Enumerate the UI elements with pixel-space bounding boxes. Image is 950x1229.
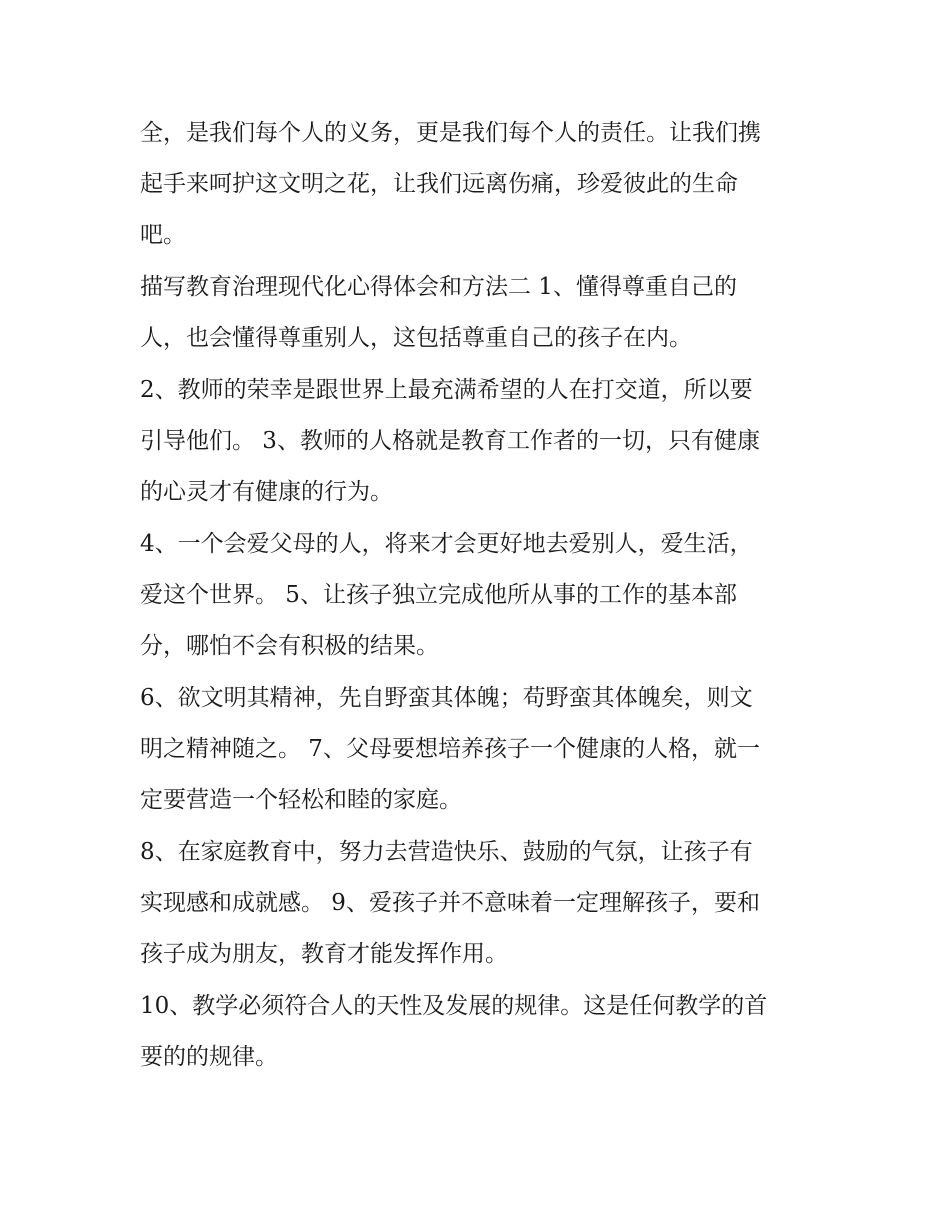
paragraph-4 [140,519,812,672]
text-line: 10、教学必须符合人的天性及发展的规律。这是任何教学的首 [140,993,768,1019]
paragraph-6 [140,827,812,980]
text-line: 2、教师的荣幸是跟世界上最充满希望的人在打交道，所以要 [140,377,753,403]
text-line: 描写教育治理现代化心得体会和方法二 1、懂得尊重自己的 [140,274,737,300]
text-line: 吧。 [140,222,186,248]
paragraph-2 [140,262,812,364]
text-line: 要的的规律。 [140,1044,278,1070]
text-line: 分，哪怕不会有积极的结果。 [140,633,439,659]
text-line: 实现感和成就感。 9、爱孩子并不意味着一定理解孩子，要和 [140,890,760,916]
text-line: 6、欲文明其精神，先自野蛮其体魄；苟野蛮其体魄矣，则文 [140,685,753,711]
text-line: 起手来呵护这文明之花，让我们远离伤痛，珍爱彼此的生命 [140,171,738,197]
text-line: 定要营造一个轻松和睦的家庭。 [140,787,462,813]
text-line: 爱这个世界。 5、让孩子独立完成他所从事的工作的基本部 [140,582,737,608]
text-line: 明之精神随之。 7、父母要想培养孩子一个健康的人格，就一 [140,736,760,762]
text-line: 的心灵才有健康的行为。 [140,479,393,505]
text-line: 4、一个会爱父母的人，将来才会更好地去爱别人，爱生活， [140,531,753,557]
text-line: 引导他们。 3、教师的人格就是教育工作者的一切，只有健康 [140,428,760,454]
paragraph-3 [140,365,812,518]
paragraph-1 [140,108,812,261]
text-line: 人，也会懂得尊重别人，这包括尊重自己的孩子在内。 [140,325,692,351]
text-line: 全，是我们每个人的义务，更是我们每个人的责任。让我们携 [140,120,761,146]
document-body [140,108,812,1083]
paragraph-7 [140,981,812,1083]
text-line: 8、在家庭教育中，努力去营造快乐、鼓励的气氛，让孩子有 [140,839,753,865]
text-line: 孩子成为朋友，教育才能发挥作用。 [140,941,508,967]
paragraph-5 [140,673,812,826]
